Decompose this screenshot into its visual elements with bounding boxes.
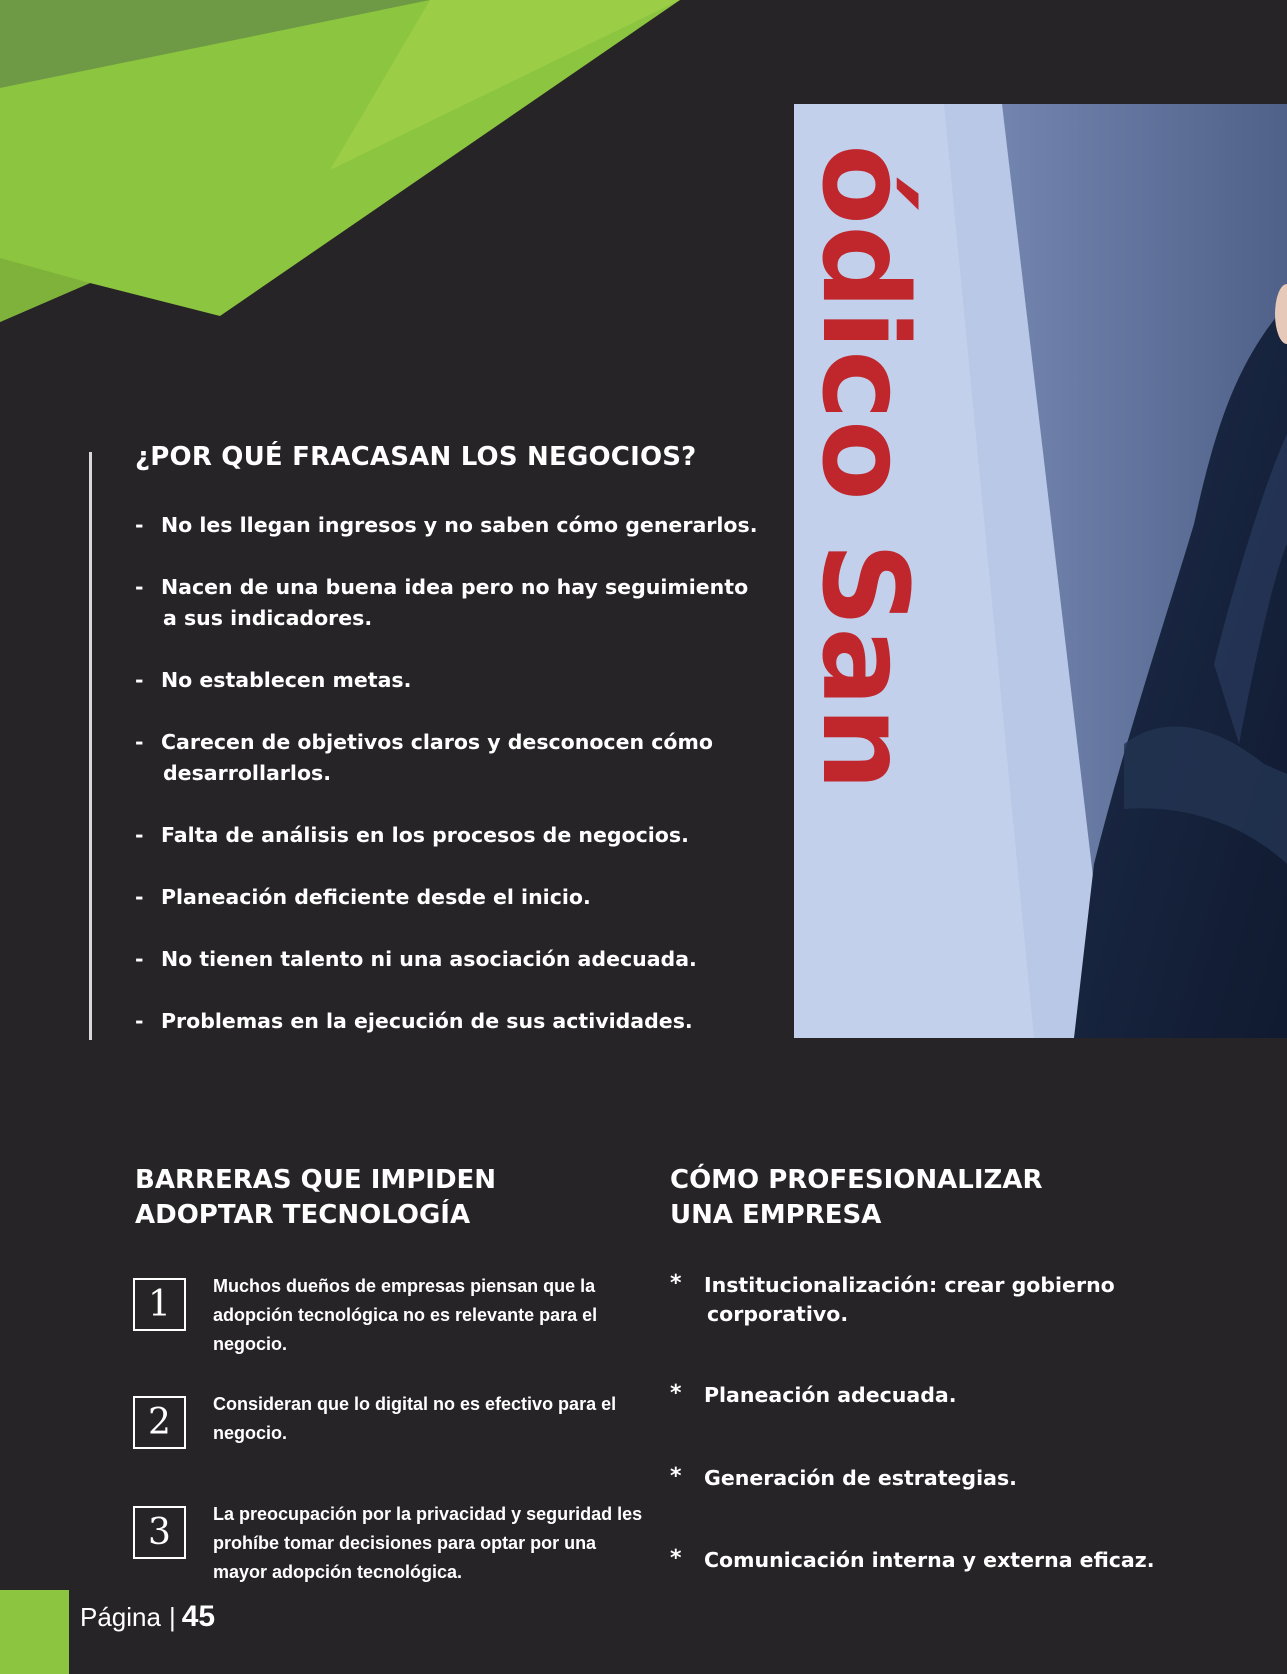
- number-box: 3: [133, 1506, 186, 1559]
- list-item: - No establecen metas.: [135, 665, 775, 696]
- barrier-item-3: [133, 1500, 643, 1590]
- page-number-footer: [80, 1600, 215, 1634]
- page-number: 45: [181, 1600, 216, 1633]
- list-item: - Carecen de objetivos claros y desconocen cómo desarrollarlos.: [135, 727, 775, 789]
- asterisk-bullet: *: [670, 1546, 682, 1571]
- list-item: - No tienen talento ni una asociación adecuada.: [135, 944, 775, 975]
- list-item: - Planeación deficiente desde el inicio.: [135, 882, 775, 913]
- professionalize-text: Generación de estrategias.: [704, 1466, 1017, 1490]
- list-item: - Falta de análisis en los procesos de negocios.: [135, 820, 775, 851]
- barriers-heading: BARRERAS QUE IMPIDEN ADOPTAR TECNOLOGÍA: [135, 1165, 497, 1230]
- barrier-text: Muchos dueños de empresas piensan que la adopción tecnológica no es relevante para el negocio.: [213, 1276, 598, 1354]
- page-label: Página: [80, 1602, 161, 1632]
- why-fail-heading: ¿POR QUÉ FRACASAN LOS NEGOCIOS?: [135, 442, 697, 472]
- number-box: 2: [133, 1396, 186, 1449]
- speaker-photo: [794, 104, 1287, 1038]
- section-divider-line: [89, 452, 92, 1040]
- list-item: - Problemas en la ejecución de sus actividades.: [135, 1006, 775, 1037]
- professionalize-item-1: [670, 1271, 1190, 1331]
- asterisk-bullet: *: [670, 1271, 682, 1296]
- professionalize-text: Institucionalización: crear gobierno corporativo.: [704, 1273, 1115, 1326]
- banner-lettering: ódico San: [796, 144, 934, 791]
- number-box: 1: [133, 1278, 186, 1331]
- barrier-text: La preocupación por la privacidad y seguridad les prohíbe tomar decisiones para optar por una mayor adopción tecnológica.: [213, 1504, 643, 1582]
- barrier-item-2: [133, 1390, 643, 1460]
- list-item: - No les llegan ingresos y no saben cómo generarlos.: [135, 510, 775, 541]
- professionalize-item-4: [670, 1546, 1190, 1576]
- professionalize-text: Comunicación interna y externa eficaz.: [704, 1548, 1155, 1572]
- list-item: - Nacen de una buena idea pero no hay seguimiento a sus indicadores.: [135, 572, 775, 634]
- professionalize-item-2: [670, 1381, 1190, 1411]
- professionalize-text: Planeación adecuada.: [704, 1383, 957, 1407]
- professionalize-heading: CÓMO PROFESIONALIZAR UNA EMPRESA: [670, 1165, 1043, 1230]
- barrier-text: Consideran que lo digital no es efectivo para el negocio.: [213, 1394, 617, 1443]
- professionalize-item-3: [670, 1464, 1190, 1494]
- page-separator: |: [168, 1602, 176, 1632]
- barrier-item-1: [133, 1272, 643, 1362]
- asterisk-bullet: *: [670, 1381, 682, 1406]
- asterisk-bullet: *: [670, 1464, 682, 1489]
- why-fail-list: [135, 510, 775, 1037]
- footer-green-block: [0, 1590, 69, 1674]
